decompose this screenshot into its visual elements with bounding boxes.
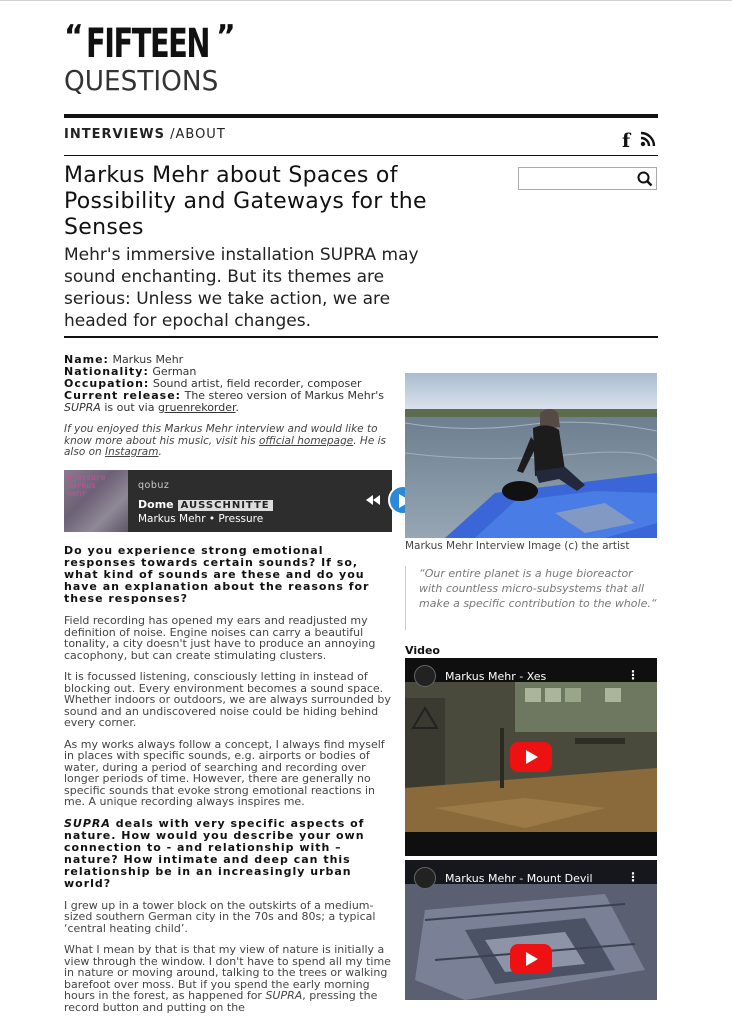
more-icon[interactable]: ⋮ bbox=[627, 870, 639, 884]
name-value: Markus Mehr bbox=[112, 353, 184, 366]
occupation-value: Sound artist, field recorder, composer bbox=[152, 377, 362, 390]
video-embed-mount-devil[interactable] bbox=[405, 860, 657, 1000]
nav-interviews[interactable]: INTERVIEWS bbox=[64, 127, 165, 142]
video-heading: Video bbox=[405, 644, 440, 657]
header-divider bbox=[64, 114, 658, 118]
album-cover[interactable] bbox=[64, 470, 128, 532]
question-2-em: SUPRA bbox=[64, 816, 111, 830]
name-label: Name: bbox=[64, 353, 109, 366]
answer-paragraph bbox=[64, 944, 392, 1013]
release-label: Current release: bbox=[64, 389, 182, 402]
release-end: . bbox=[235, 401, 240, 414]
service-logo[interactable]: qobuz bbox=[138, 480, 170, 491]
answer-paragraph: As my works always follow a concept, I always find myself in places with specific sounds, e.g. airports or bodies of water, during a period of searching and recording over longer periods of time. However, there are generally no specific sounds that evoke strong emotional reactions in me. A unique recording always inspires me. bbox=[64, 737, 385, 808]
occupation-label: Occupation: bbox=[64, 377, 150, 390]
cover-text-2: markus bbox=[67, 481, 96, 490]
artist-photo bbox=[405, 373, 657, 538]
video-embed-xes[interactable] bbox=[405, 658, 657, 856]
video-title[interactable]: Markus Mehr - Mount Devil bbox=[445, 872, 593, 885]
main-nav bbox=[64, 127, 226, 142]
cover-text-3: mehr bbox=[67, 489, 87, 498]
logo-quote-right: ” bbox=[216, 19, 233, 54]
search-icon[interactable] bbox=[636, 170, 654, 188]
release-mid: is out via bbox=[104, 401, 155, 414]
nav-divider bbox=[64, 155, 658, 156]
excerpt-badge: AUSSCHNITTE bbox=[178, 500, 273, 511]
answer-em: SUPRA bbox=[265, 989, 303, 1002]
cover-text-1: pressure bbox=[67, 473, 106, 482]
photo-illustration bbox=[405, 373, 657, 538]
release-title: SUPRA bbox=[64, 401, 101, 414]
note-text: If you enjoyed this Markus Mehr interview and would like to know more about his music, visit his bbox=[64, 423, 378, 447]
promo-note bbox=[64, 424, 392, 459]
track-title: Dome bbox=[138, 498, 174, 511]
video-title[interactable]: Markus Mehr - Xes bbox=[445, 670, 547, 683]
site-logo[interactable] bbox=[64, 20, 244, 96]
answer-paragraph: It is focussed listening, consciously letting in instead of blocking out. Every environment becomes a sound space. Whether indoors or outdoors, we are always surrounded by sound and an undiscovered noise could be hiding behind every corner. bbox=[64, 670, 391, 729]
note-end: . bbox=[158, 446, 162, 458]
search-box bbox=[518, 167, 657, 190]
article-subtitle: Mehr's immersive installation SUPRA may sound enchanting. But its themes are serious: Unless we take action, we are headed for epochal changes. bbox=[64, 245, 419, 331]
title-divider bbox=[64, 336, 658, 338]
facebook-icon[interactable]: f bbox=[622, 130, 631, 152]
nationality-label: Nationality: bbox=[64, 365, 149, 378]
logo-quote-left: “ bbox=[64, 19, 81, 54]
nationality-value: German bbox=[152, 365, 197, 378]
youtube-play-icon[interactable] bbox=[510, 742, 552, 772]
track-line bbox=[138, 498, 273, 511]
answer-paragraph: Field recording has opened my ears and readjusted my definition of noise. Engine noises can carry a beautiful tonality, a city doesn't just have to produce an annoying cacophony, but can create stimulating clusters. bbox=[64, 614, 376, 662]
label-link[interactable]: gruenrekorder bbox=[157, 401, 236, 414]
note-mid: . He is also on bbox=[64, 434, 387, 458]
article-body bbox=[64, 545, 392, 1023]
question-2-text: deals with very specific aspects of nature. How would you describe your own connection to - and relationship with – nature? How intimate and deep can this relationship be in an increasingly urban world? bbox=[64, 816, 365, 890]
logo-word-questions: QUESTIONS bbox=[64, 64, 219, 97]
answer-paragraph: I grew up in a tower block on the outskirts of a medium-sized southern German city in the 70s and 80s; a typical ‘central heating child’. bbox=[64, 898, 376, 935]
instagram-link[interactable]: Instagram bbox=[105, 446, 159, 458]
music-player bbox=[64, 470, 392, 532]
search-input[interactable] bbox=[519, 169, 629, 190]
more-icon[interactable]: ⋮ bbox=[627, 668, 639, 682]
photo-caption: Markus Mehr Interview Image (c) the artist bbox=[405, 540, 630, 552]
logo-word-fifteen: FIFTEEN bbox=[86, 21, 210, 67]
answer-text-end: , pressing the record button and putting on the bbox=[64, 989, 378, 1014]
channel-avatar[interactable] bbox=[414, 665, 436, 687]
release-text: The stereo version of Markus Mehr's bbox=[184, 389, 385, 402]
rss-icon[interactable] bbox=[640, 131, 656, 147]
question-1: Do you experience strong emotional responses towards certain sounds? If so, what kind of sounds are these and do you have an explanation about the reasons for these responses? bbox=[64, 544, 370, 605]
track-artist: Markus Mehr • Pressure bbox=[138, 513, 264, 525]
homepage-link[interactable]: official homepage bbox=[258, 434, 354, 447]
article-title: Markus Mehr about Spaces of Possibility and Gateways for the Senses bbox=[64, 163, 427, 240]
top-border bbox=[0, 0, 732, 1]
pull-quote: “Our entire planet is a huge bioreactor with countless micro-subsystems that all make a specific contribution to the whole.“ bbox=[405, 566, 657, 630]
nav-about[interactable]: /ABOUT bbox=[170, 127, 226, 142]
answer-text: What I mean by that is that my view of nature is initially a view through the window. I don't have to spend all my time in nature or moving around, talking to the trees or walking barefoot over moss. But if you spend the early morning hours in the forest, as happened for bbox=[64, 943, 391, 1002]
previous-icon[interactable] bbox=[366, 495, 380, 505]
channel-avatar[interactable] bbox=[414, 867, 436, 889]
interview-facts bbox=[64, 354, 392, 459]
question-2 bbox=[64, 818, 392, 890]
youtube-play-icon[interactable] bbox=[510, 944, 552, 974]
